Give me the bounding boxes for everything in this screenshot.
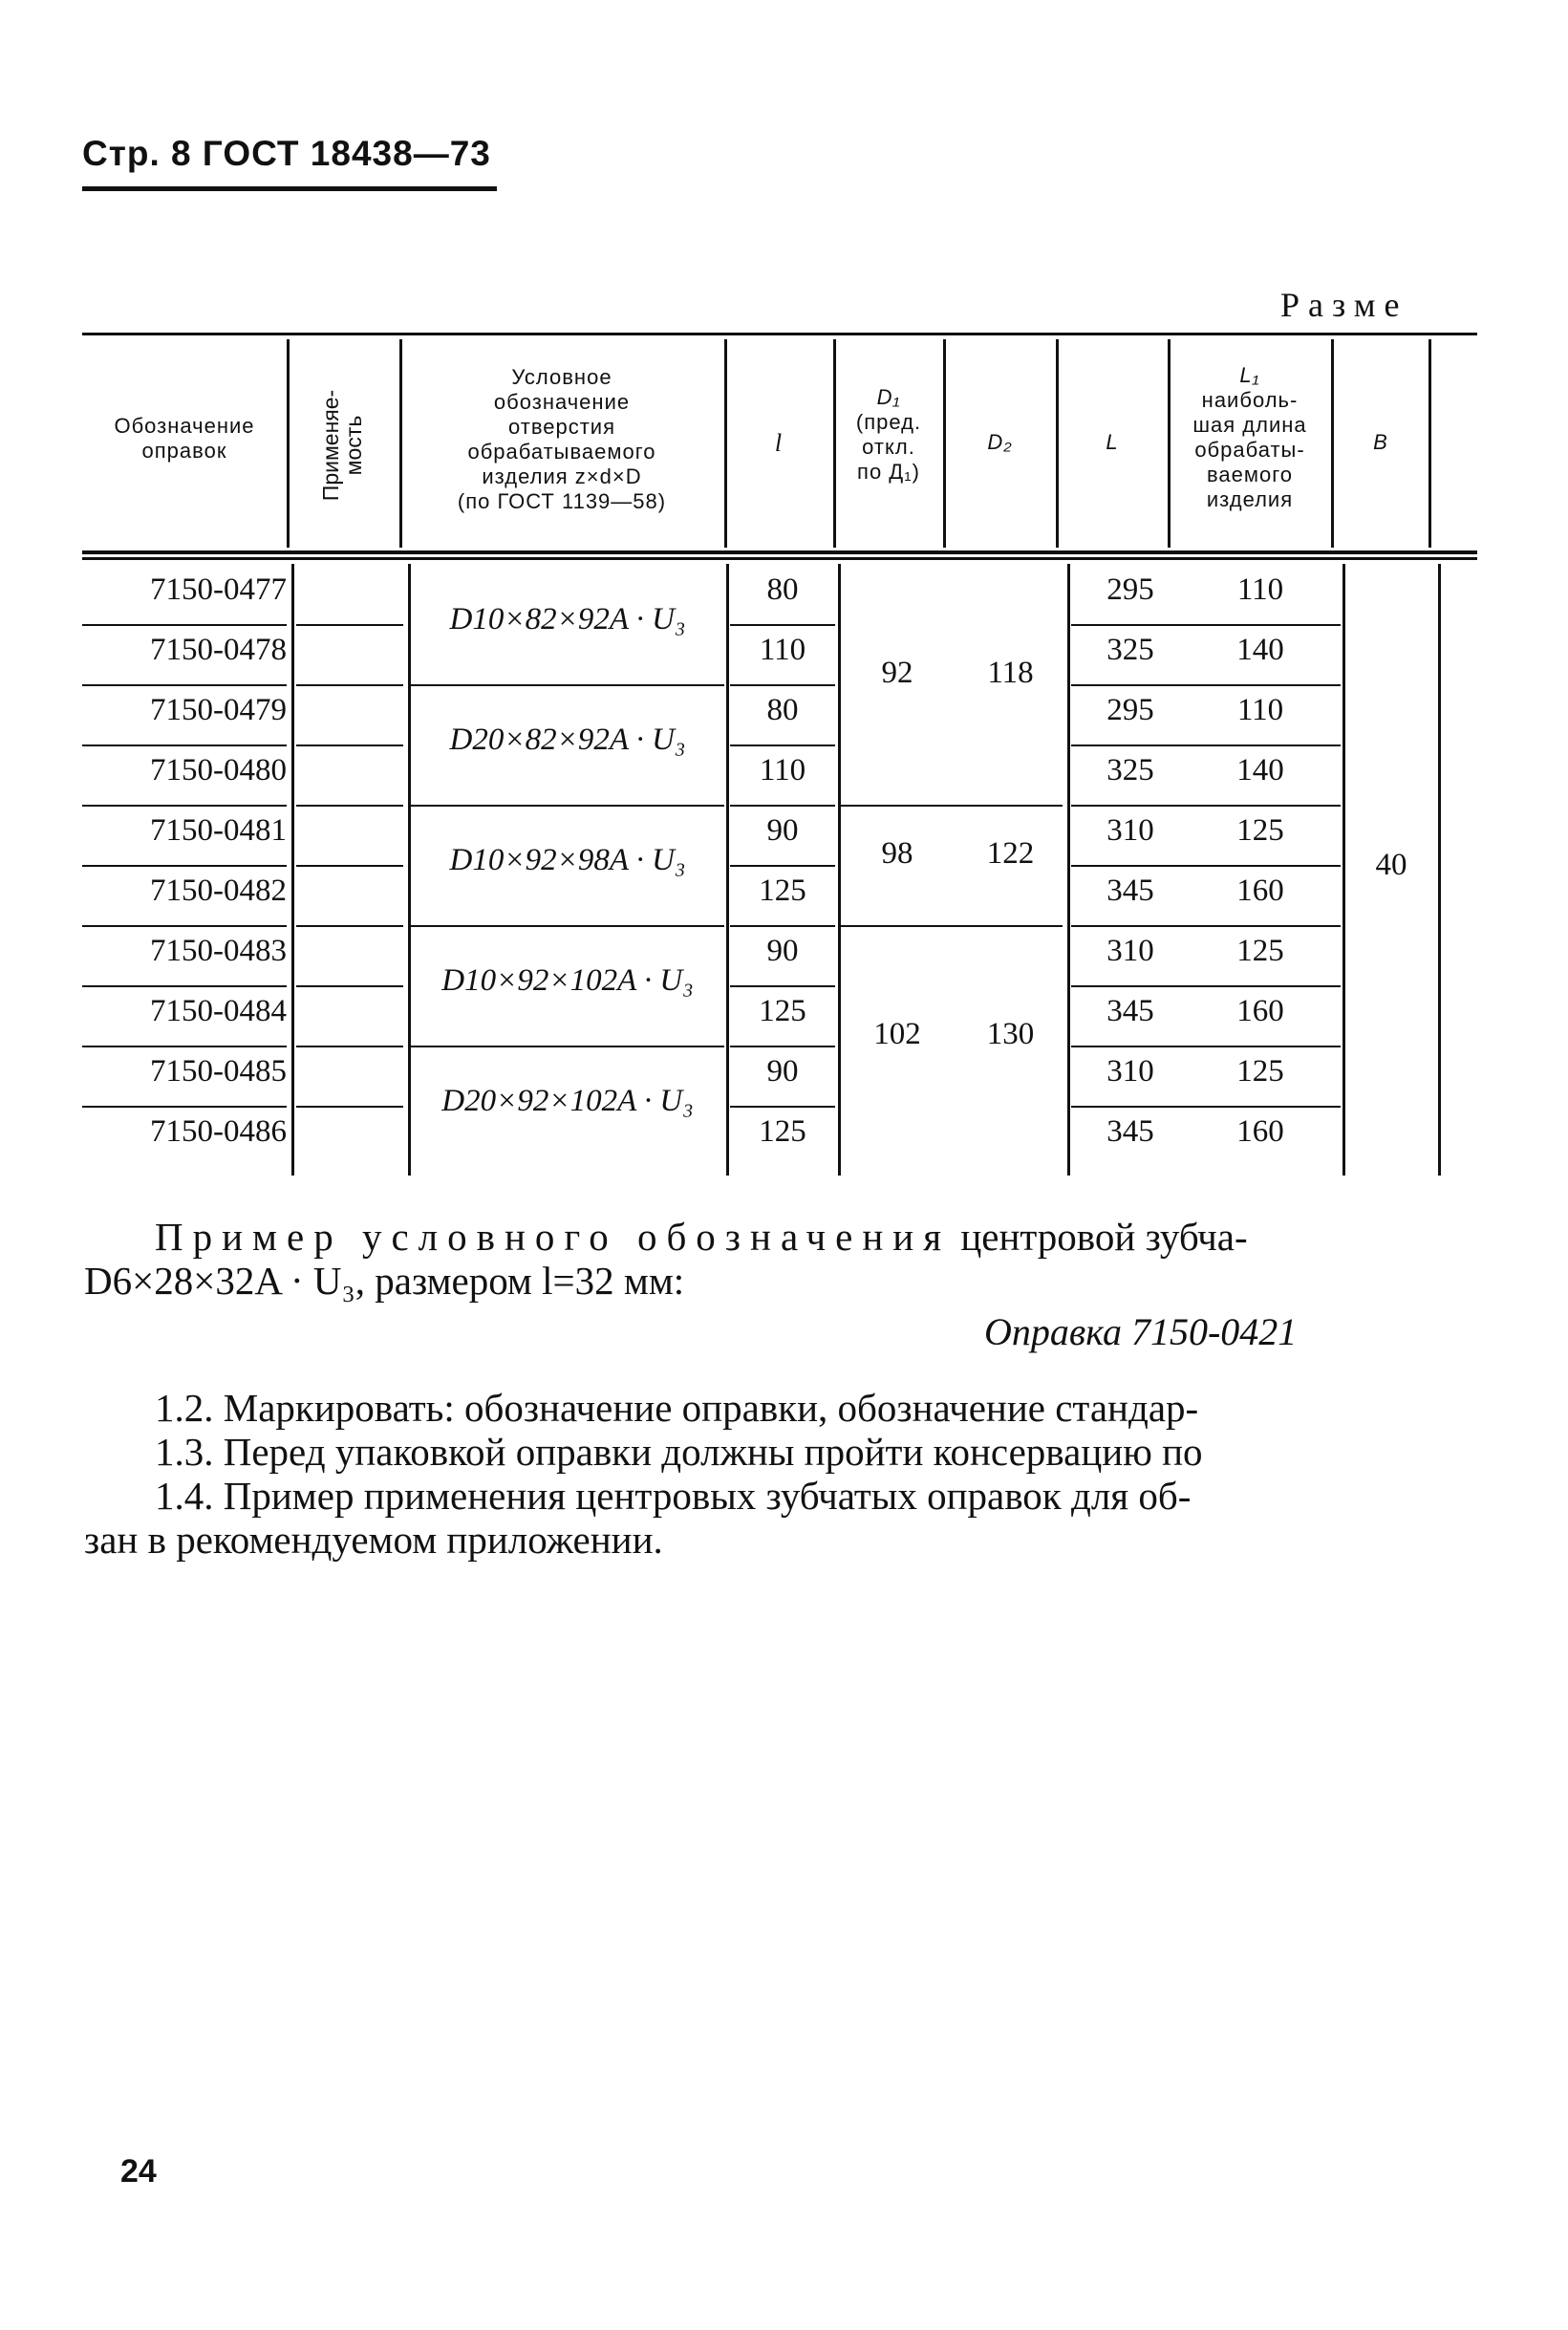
paragraph-1-4: 1.4. Пример применения центровых зубчатых оправок для об- bbox=[155, 1474, 1192, 1518]
row-rule-designation bbox=[411, 684, 724, 686]
header-line: мость bbox=[341, 415, 366, 476]
header-line: отверстия bbox=[507, 415, 616, 439]
header-line: обрабатываемого bbox=[467, 440, 656, 464]
table-top-rule bbox=[82, 333, 1477, 335]
header-line: изделия z×d×D bbox=[482, 464, 642, 488]
row-rule-applicability bbox=[296, 624, 403, 626]
paragraph-1-4-cont: зан в рекомендуемом приложении. bbox=[84, 1518, 663, 1562]
paragraph-1-3: 1.3. Перед упаковкой оправки должны пройти консервацию по bbox=[155, 1430, 1203, 1474]
row-rule-applicability bbox=[296, 1106, 403, 1108]
code-cell: 7150-0479 bbox=[150, 693, 287, 727]
header-line: L₁ bbox=[1239, 363, 1260, 387]
L1-cell: 110 bbox=[1236, 572, 1284, 607]
row-rule-applicability bbox=[296, 985, 403, 987]
header-line: изделия bbox=[1206, 487, 1294, 511]
header-line: откл. bbox=[862, 435, 915, 459]
row-rule-L bbox=[1071, 865, 1341, 867]
header-L1 bbox=[1170, 363, 1330, 512]
table-header-rule bbox=[82, 550, 1477, 554]
l-cell: 80 bbox=[766, 572, 799, 607]
l-cell: 125 bbox=[759, 994, 806, 1028]
l-cell: 80 bbox=[766, 693, 799, 727]
header-line: (по ГОСТ 1139—58) bbox=[457, 489, 667, 513]
body-divider bbox=[1438, 564, 1441, 1176]
L1-cell: 140 bbox=[1236, 633, 1284, 667]
row-rule-code bbox=[82, 624, 287, 626]
L1-cell: 125 bbox=[1236, 813, 1284, 848]
L-cell: 345 bbox=[1106, 874, 1154, 908]
l-cell: 125 bbox=[759, 874, 806, 908]
row-rule-code bbox=[82, 865, 287, 867]
header-line: оправок bbox=[141, 439, 227, 463]
row-rule-designation bbox=[411, 1046, 724, 1047]
L-cell: 295 bbox=[1106, 572, 1154, 607]
row-rule-L bbox=[1071, 744, 1341, 746]
L-cell: 325 bbox=[1106, 753, 1154, 787]
L1-cell: 110 bbox=[1236, 693, 1284, 727]
l-cell: 110 bbox=[759, 633, 806, 667]
code-cell: 7150-0483 bbox=[150, 934, 287, 968]
L1-cell: 160 bbox=[1236, 994, 1284, 1028]
header-line: шая длина bbox=[1192, 413, 1307, 437]
d1-cell: 102 bbox=[873, 1017, 921, 1051]
row-rule-designation bbox=[411, 805, 724, 807]
L-cell: 345 bbox=[1106, 1114, 1154, 1149]
header-condition bbox=[401, 365, 722, 514]
header-divider bbox=[287, 339, 290, 548]
d2-cell: 130 bbox=[986, 1017, 1035, 1051]
designation-cell: D20×82×92A · U₃ bbox=[449, 723, 686, 757]
paragraph-1-2: 1.2. Маркировать: обозначение оправки, обозначение стандар- bbox=[155, 1386, 1199, 1430]
header-symbol: l bbox=[774, 429, 784, 457]
body-divider bbox=[726, 564, 729, 1176]
row-rule-code bbox=[82, 684, 287, 686]
l-cell: 90 bbox=[766, 1054, 799, 1089]
body-divider bbox=[1067, 564, 1070, 1176]
example-paragraph-line2: D6×28×32A · U₃, размером l=32 мм: bbox=[84, 1259, 685, 1303]
designation-cell: D10×92×98A · U₃ bbox=[449, 843, 686, 877]
code-cell: 7150-0481 bbox=[150, 813, 287, 848]
code-cell: 7150-0485 bbox=[150, 1054, 287, 1089]
row-rule-code bbox=[82, 1046, 287, 1047]
header-l bbox=[726, 430, 831, 456]
row-rule-L bbox=[1071, 805, 1341, 807]
row-rule-applicability bbox=[296, 684, 403, 686]
L-cell: 295 bbox=[1106, 693, 1154, 727]
l-cell: 125 bbox=[759, 1114, 806, 1149]
row-rule-l bbox=[730, 805, 835, 807]
row-rule-l bbox=[730, 1046, 835, 1047]
example-paragraph-line1 bbox=[155, 1215, 1248, 1259]
L-cell: 325 bbox=[1106, 633, 1154, 667]
header-B: B bbox=[1373, 430, 1388, 454]
d1-cell: 98 bbox=[881, 836, 913, 871]
page-header: Стр. 8 ГОСТ 18438—73 bbox=[82, 134, 491, 173]
row-rule-L bbox=[1071, 925, 1341, 927]
header-L: L bbox=[1106, 430, 1119, 454]
row-rule-applicability bbox=[296, 865, 403, 867]
b-cell: 40 bbox=[1375, 848, 1407, 882]
d2-cell: 122 bbox=[986, 836, 1035, 871]
code-cell: 7150-0486 bbox=[150, 1114, 287, 1149]
header-line: по Д₁) bbox=[857, 460, 920, 484]
row-rule-applicability bbox=[296, 744, 403, 746]
row-rule-applicability bbox=[296, 1046, 403, 1047]
row-rule-code bbox=[82, 744, 287, 746]
L1-cell: 125 bbox=[1236, 1054, 1284, 1089]
row-rule-L bbox=[1071, 624, 1341, 626]
L-cell: 310 bbox=[1106, 1054, 1154, 1089]
header-line: D₁ bbox=[876, 385, 901, 409]
row-rule-applicability bbox=[296, 805, 403, 807]
header-line: обозначение bbox=[493, 390, 631, 414]
l-cell: 90 bbox=[766, 813, 799, 848]
example-spaced-text: Пример условного обозначения bbox=[155, 1215, 952, 1259]
header-line: (пред. bbox=[855, 410, 922, 434]
header-divider bbox=[1428, 339, 1431, 548]
example-text-rest: центровой зубча- bbox=[951, 1215, 1248, 1259]
row-rule-code bbox=[82, 925, 287, 927]
L1-cell: 160 bbox=[1236, 874, 1284, 908]
row-rule-d-groups bbox=[841, 925, 1063, 927]
body-divider bbox=[291, 564, 294, 1176]
header-line: обрабаты- bbox=[1194, 438, 1305, 462]
code-cell: 7150-0478 bbox=[150, 633, 287, 667]
header-line: Применяе- bbox=[318, 389, 343, 502]
header-line: Обозначение bbox=[114, 414, 255, 438]
l-cell: 110 bbox=[759, 753, 806, 787]
row-rule-applicability bbox=[296, 925, 403, 927]
L-cell: 310 bbox=[1106, 813, 1154, 848]
header-line: наиболь- bbox=[1201, 388, 1299, 412]
header-rule bbox=[82, 186, 497, 191]
row-rule-code bbox=[82, 1106, 287, 1108]
header-designation bbox=[84, 414, 285, 464]
row-rule-L bbox=[1071, 684, 1341, 686]
row-rule-code bbox=[82, 985, 287, 987]
row-rule-l bbox=[730, 684, 835, 686]
row-rule-l bbox=[730, 1106, 835, 1108]
page-number: 24 bbox=[120, 2153, 157, 2190]
L-cell: 310 bbox=[1106, 934, 1154, 968]
code-cell: 7150-0484 bbox=[150, 994, 287, 1028]
d2-cell: 118 bbox=[987, 656, 1034, 690]
header-line: Условное bbox=[511, 365, 612, 389]
table-header-rule-2 bbox=[82, 557, 1477, 560]
code-cell: 7150-0480 bbox=[150, 753, 287, 787]
l-cell: 90 bbox=[766, 934, 799, 968]
row-rule-designation bbox=[411, 925, 724, 927]
row-rule-d-groups bbox=[841, 805, 1063, 807]
L-cell: 345 bbox=[1106, 994, 1154, 1028]
designation-cell: D20×92×102A · U₃ bbox=[441, 1084, 694, 1118]
code-cell: 7150-0482 bbox=[150, 874, 287, 908]
header-line: ваемого bbox=[1206, 463, 1294, 486]
table-caption-fragment: Разме bbox=[1280, 286, 1408, 324]
header-d2: D₂ bbox=[987, 430, 1013, 454]
designation-cell: D10×82×92A · U₃ bbox=[449, 602, 686, 636]
header-divider bbox=[1331, 339, 1334, 548]
row-rule-l bbox=[730, 865, 835, 867]
example-designation: Оправка 7150-0421 bbox=[984, 1310, 1298, 1353]
code-cell: 7150-0477 bbox=[150, 572, 287, 607]
L1-cell: 140 bbox=[1236, 753, 1284, 787]
d1-cell: 92 bbox=[881, 656, 913, 690]
row-rule-L bbox=[1071, 1046, 1341, 1047]
header-d1 bbox=[835, 385, 942, 485]
row-rule-L bbox=[1071, 985, 1341, 987]
L1-cell: 160 bbox=[1236, 1114, 1284, 1149]
L1-cell: 125 bbox=[1236, 934, 1284, 968]
designation-cell: D10×92×102A · U₃ bbox=[441, 963, 694, 998]
row-rule-L bbox=[1071, 1106, 1341, 1108]
row-rule-l bbox=[730, 744, 835, 746]
row-rule-l bbox=[730, 925, 835, 927]
row-rule-code bbox=[82, 805, 287, 807]
header-applicability bbox=[319, 378, 369, 512]
row-rule-l bbox=[730, 624, 835, 626]
row-rule-l bbox=[730, 985, 835, 987]
